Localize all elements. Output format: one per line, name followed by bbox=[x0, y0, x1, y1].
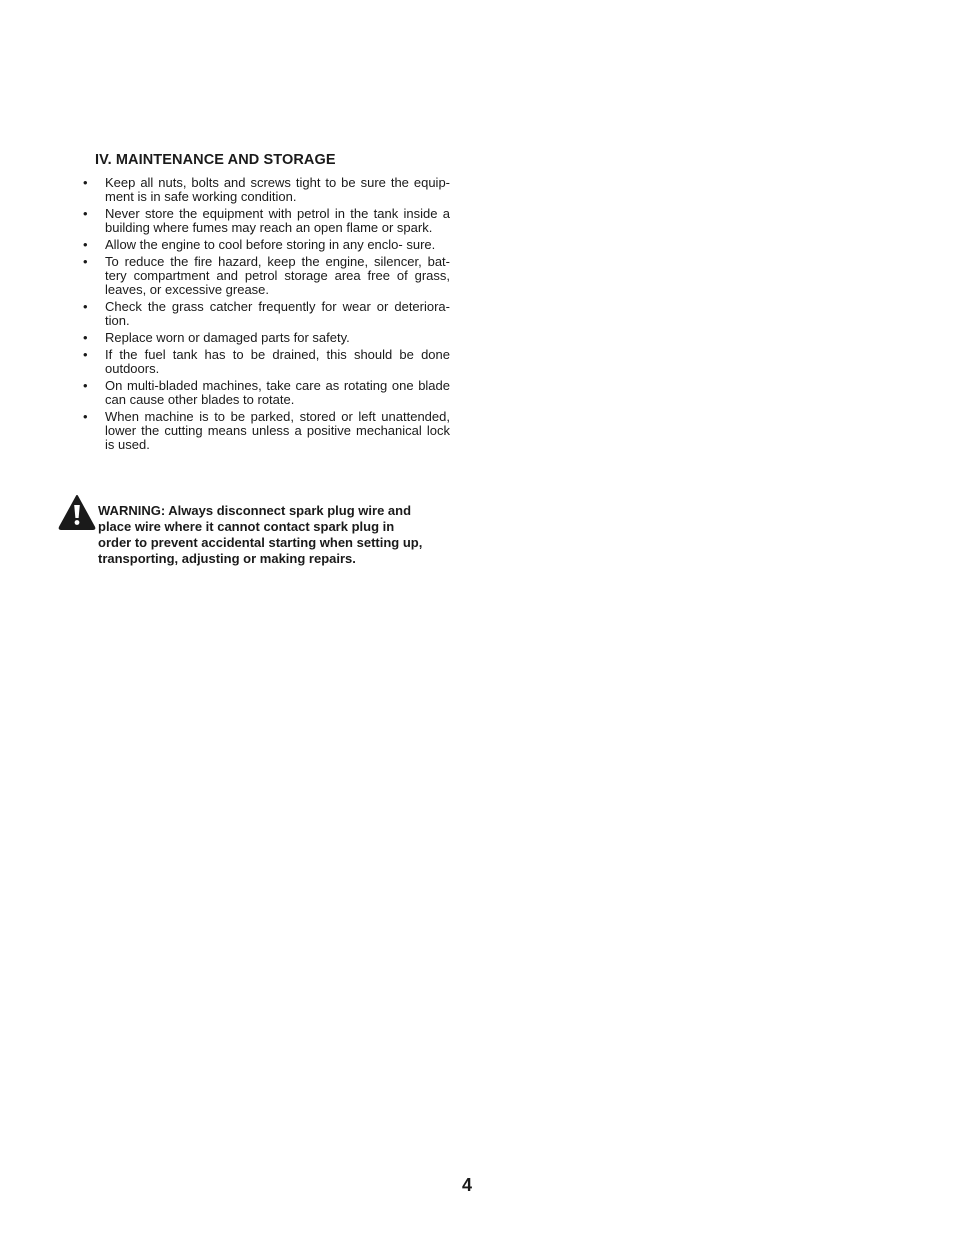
list-item bbox=[80, 238, 450, 252]
list-item bbox=[80, 410, 450, 452]
list-item-text: If the fuel tank has to be drained, this should be done outdoors. bbox=[105, 347, 450, 376]
list-item bbox=[80, 379, 450, 407]
list-item bbox=[80, 176, 450, 204]
bullet-icon: • bbox=[83, 254, 88, 269]
bullet-icon: • bbox=[83, 378, 88, 393]
bullet-icon: • bbox=[83, 299, 88, 314]
bullet-icon: • bbox=[83, 347, 88, 362]
warning-text: WARNING: Always disconnect spark plug wire and place wire where it cannot contact spark plug in order to prevent accidental starting when setting up, transporting, adjusting or making repairs. bbox=[98, 503, 423, 566]
list-item bbox=[80, 255, 450, 297]
list-item-text: Check the grass catcher frequently for wear or deteriora- tion. bbox=[105, 299, 450, 328]
page-number: 4 bbox=[462, 1175, 473, 1195]
section-title: IV. MAINTENANCE AND STORAGE bbox=[95, 152, 336, 168]
list-item-text: Replace worn or damaged parts for safety. bbox=[105, 330, 350, 345]
warning-triangle-icon bbox=[58, 494, 96, 530]
bullet-icon: • bbox=[83, 206, 88, 221]
list-item-text: Never store the equipment with petrol in the tank inside a building where fumes may reach an open flame or spark. bbox=[105, 206, 450, 235]
maintenance-list bbox=[80, 176, 450, 452]
list-item-text: When machine is to be parked, stored or left unattended, lower the cutting means unless a positive mechanical lock is used. bbox=[105, 409, 450, 452]
list-item bbox=[80, 300, 450, 328]
list-item-text: To reduce the fire hazard, keep the engine, silencer, bat- tery compartment and petrol storage area free of grass, leaves, or excessive grease. bbox=[105, 254, 450, 297]
maintenance-section bbox=[80, 152, 450, 455]
list-item-text: On multi-bladed machines, take care as rotating one blade can cause other blades to rotate. bbox=[105, 378, 450, 407]
list-item bbox=[80, 348, 450, 376]
list-item-text: Keep all nuts, bolts and screws tight to be sure the equip- ment is in safe working condition. bbox=[105, 175, 450, 204]
bullet-icon: • bbox=[83, 175, 88, 190]
list-item-text: Allow the engine to cool before storing in any enclo- sure. bbox=[105, 237, 436, 252]
list-item bbox=[80, 331, 450, 345]
bullet-icon: • bbox=[83, 330, 88, 345]
bullet-icon: • bbox=[83, 409, 88, 424]
list-item bbox=[80, 207, 450, 235]
bullet-icon: • bbox=[83, 237, 88, 252]
